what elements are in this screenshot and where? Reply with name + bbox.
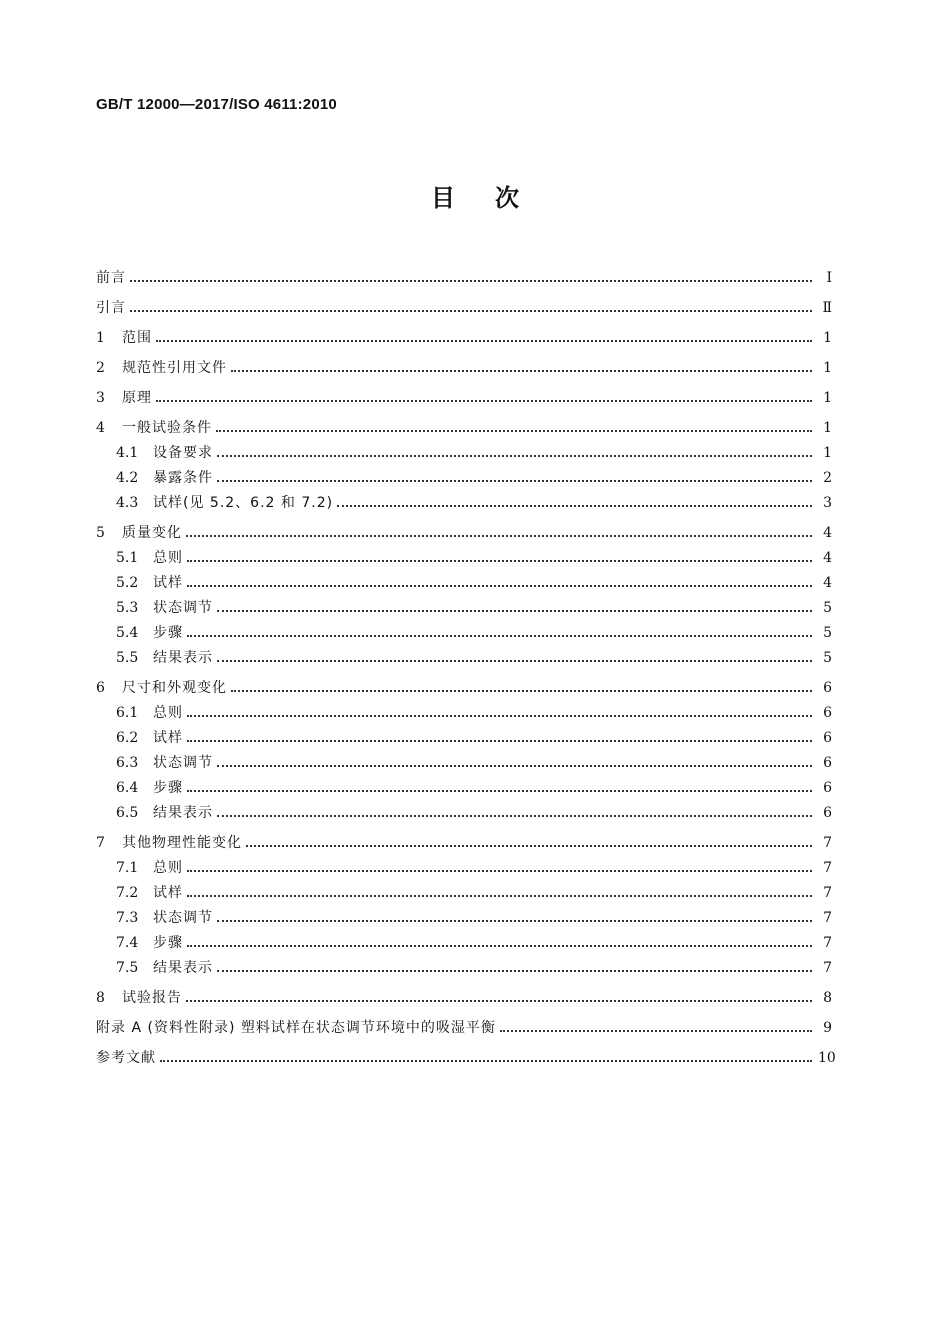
toc-entry-label: 尺寸和外观变化	[122, 680, 227, 696]
toc-entry-page: 6	[823, 780, 832, 796]
toc-leader-dots	[187, 584, 812, 587]
toc-entry[interactable]	[96, 722, 832, 747]
toc-entry[interactable]	[96, 287, 832, 317]
toc-leader-dots	[337, 504, 812, 507]
toc-leader-dots	[231, 689, 812, 692]
toc-leader-dots	[246, 844, 812, 847]
toc-entry-label: 步骤	[153, 625, 183, 641]
toc-leader-dots	[217, 659, 812, 662]
table-of-contents	[96, 257, 836, 1067]
standard-code: GB/T 12000—2017/ISO 4611:2010	[96, 96, 337, 113]
toc-entry[interactable]	[96, 567, 832, 592]
toc-entry-page: 1	[823, 445, 832, 461]
toc-entry-label: 试样(见 5.2、6.2 和 7.2)	[153, 495, 334, 511]
toc-entry-number: 7.4	[116, 935, 139, 951]
toc-entry-page: 1	[823, 420, 832, 436]
toc-entry-number: 7.5	[116, 960, 139, 976]
toc-entry-number: 5.2	[116, 575, 139, 591]
toc-entry-number: 5	[96, 525, 105, 541]
toc-entry[interactable]	[96, 952, 832, 977]
toc-entry-number: 7.1	[116, 860, 139, 876]
toc-entry[interactable]	[96, 747, 832, 772]
toc-leader-dots	[216, 429, 812, 432]
page-title-part-1: 目	[431, 184, 455, 212]
toc-entry-number: 6.2	[116, 730, 139, 746]
toc-entry[interactable]	[96, 697, 832, 722]
toc-leader-dots	[217, 969, 812, 972]
toc-entry-page: Ⅱ	[822, 300, 832, 316]
toc-entry[interactable]	[96, 822, 832, 852]
toc-entry[interactable]	[96, 317, 832, 347]
toc-entry-number: 4.2	[116, 470, 139, 486]
toc-entry[interactable]	[96, 487, 832, 512]
toc-entry-number: 5.4	[116, 625, 139, 641]
toc-entry-label: 总则	[153, 860, 183, 876]
toc-entry-label: 其他物理性能变化	[122, 835, 242, 851]
toc-entry-label: 质量变化	[122, 525, 182, 541]
toc-entry-page: 6	[823, 755, 832, 771]
toc-entry-label: 状态调节	[153, 755, 213, 771]
toc-entry-page: 3	[823, 495, 832, 511]
toc-entry[interactable]	[96, 542, 832, 567]
toc-entry-number: 4.1	[116, 445, 139, 461]
toc-leader-dots	[217, 814, 812, 817]
toc-entry-label: 原理	[122, 390, 152, 406]
toc-leader-dots	[217, 454, 812, 457]
toc-entry[interactable]	[96, 437, 832, 462]
toc-entry-label: 步骤	[153, 780, 183, 796]
toc-entry-label: 参考文献	[96, 1050, 156, 1066]
toc-entry-page: 10	[818, 1050, 836, 1066]
toc-entry-number: 6.1	[116, 705, 139, 721]
toc-entry[interactable]	[96, 927, 832, 952]
toc-leader-dots	[187, 739, 812, 742]
toc-entry-page: 5	[823, 625, 832, 641]
toc-leader-dots	[187, 789, 812, 792]
page-title	[0, 178, 950, 213]
toc-entry-number: 5.1	[116, 550, 139, 566]
toc-entry[interactable]	[96, 772, 832, 797]
toc-entry[interactable]	[96, 642, 832, 667]
toc-entry-page: 7	[823, 835, 832, 851]
toc-leader-dots	[156, 339, 812, 342]
toc-entry-number: 7	[96, 835, 105, 851]
toc-entry-label: 总则	[153, 550, 183, 566]
toc-entry-label: 结果表示	[153, 960, 213, 976]
toc-entry-number: 2	[96, 360, 105, 376]
toc-entry-page: 2	[823, 470, 832, 486]
toc-entry-label: 试样	[153, 575, 183, 591]
toc-entry[interactable]	[96, 1007, 832, 1037]
toc-entry[interactable]	[96, 852, 832, 877]
toc-entry-page: 8	[823, 990, 832, 1006]
toc-entry-label: 范围	[122, 330, 152, 346]
toc-entry-page: 1	[823, 390, 832, 406]
toc-entry[interactable]	[96, 902, 832, 927]
toc-entry-number: 6.5	[116, 805, 139, 821]
toc-entry[interactable]	[96, 977, 832, 1007]
toc-entry-number: 6.4	[116, 780, 139, 796]
toc-entry[interactable]	[96, 1037, 836, 1067]
toc-entry-page: 5	[823, 650, 832, 666]
toc-entry-label: 规范性引用文件	[122, 360, 227, 376]
toc-leader-dots	[187, 894, 812, 897]
toc-entry-label: 状态调节	[153, 600, 213, 616]
toc-entry-label: 结果表示	[153, 650, 213, 666]
toc-entry[interactable]	[96, 407, 832, 437]
toc-entry-page: 4	[823, 525, 832, 541]
toc-entry-label: 一般试验条件	[122, 420, 212, 436]
toc-entry-number: 1	[96, 330, 105, 346]
toc-entry-number: 7.3	[116, 910, 139, 926]
toc-leader-dots	[187, 634, 812, 637]
toc-entry-number: 4	[96, 420, 105, 436]
toc-leader-dots	[187, 944, 812, 947]
toc-leader-dots	[217, 609, 812, 612]
toc-entry-page: 5	[823, 600, 832, 616]
toc-entry-label: 步骤	[153, 935, 183, 951]
toc-leader-dots	[130, 279, 812, 282]
toc-entry-label: 状态调节	[153, 910, 213, 926]
toc-entry-number: 5.3	[116, 600, 139, 616]
toc-entry-page: 6	[823, 730, 832, 746]
toc-entry-page: 6	[823, 705, 832, 721]
toc-entry[interactable]	[96, 377, 832, 407]
toc-leader-dots	[160, 1059, 812, 1062]
toc-entry-page: 7	[823, 935, 832, 951]
toc-entry-page: 7	[823, 960, 832, 976]
toc-entry[interactable]	[96, 877, 832, 902]
toc-entry[interactable]	[96, 617, 832, 642]
toc-entry[interactable]	[96, 592, 832, 617]
page-title-part-2: 次	[495, 184, 519, 212]
toc-leader-dots	[231, 369, 812, 372]
toc-entry-page: 1	[823, 330, 832, 346]
toc-entry-label: 引言	[96, 300, 126, 316]
toc-entry-label: 试样	[153, 885, 183, 901]
toc-entry-label: 试样	[153, 730, 183, 746]
toc-leader-dots	[217, 479, 812, 482]
toc-entry-label: 暴露条件	[153, 470, 213, 486]
toc-entry-page: 6	[823, 805, 832, 821]
toc-entry[interactable]	[96, 797, 832, 822]
toc-entry[interactable]	[96, 667, 832, 697]
toc-entry-page: 7	[823, 860, 832, 876]
toc-entry-page: 7	[823, 885, 832, 901]
toc-leader-dots	[187, 714, 812, 717]
toc-entry-number: 6	[96, 680, 105, 696]
toc-entry-label: 前言	[96, 270, 126, 286]
toc-entry-page: 4	[823, 550, 832, 566]
toc-entry-label: 试验报告	[122, 990, 182, 1006]
toc-entry[interactable]	[96, 462, 832, 487]
toc-entry-page: Ⅰ	[826, 270, 832, 286]
toc-entry-label: 附录 A (资料性附录) 塑料试样在状态调节环境中的吸湿平衡	[96, 1020, 496, 1036]
toc-entry-label: 设备要求	[153, 445, 213, 461]
toc-entry-number: 3	[96, 390, 105, 406]
toc-entry-page: 6	[823, 680, 832, 696]
toc-leader-dots	[186, 999, 812, 1002]
toc-leader-dots	[217, 919, 812, 922]
toc-leader-dots	[187, 559, 812, 562]
toc-leader-dots	[130, 309, 812, 312]
toc-leader-dots	[186, 534, 812, 537]
toc-entry-number: 5.5	[116, 650, 139, 666]
toc-entry[interactable]	[96, 347, 832, 377]
toc-entry-label: 结果表示	[153, 805, 213, 821]
toc-leader-dots	[156, 399, 812, 402]
toc-entry-page: 9	[823, 1020, 832, 1036]
toc-entry-number: 6.3	[116, 755, 139, 771]
toc-leader-dots	[187, 869, 812, 872]
toc-entry-page: 4	[823, 575, 832, 591]
toc-leader-dots	[500, 1029, 812, 1032]
toc-entry[interactable]	[96, 257, 832, 287]
toc-leader-dots	[217, 764, 812, 767]
toc-entry-page: 1	[823, 360, 832, 376]
toc-entry-label: 总则	[153, 705, 183, 721]
toc-entry-page: 7	[823, 910, 832, 926]
toc-entry[interactable]	[96, 512, 832, 542]
toc-entry-number: 8	[96, 990, 105, 1006]
toc-entry-number: 4.3	[116, 495, 139, 511]
toc-entry-number: 7.2	[116, 885, 139, 901]
